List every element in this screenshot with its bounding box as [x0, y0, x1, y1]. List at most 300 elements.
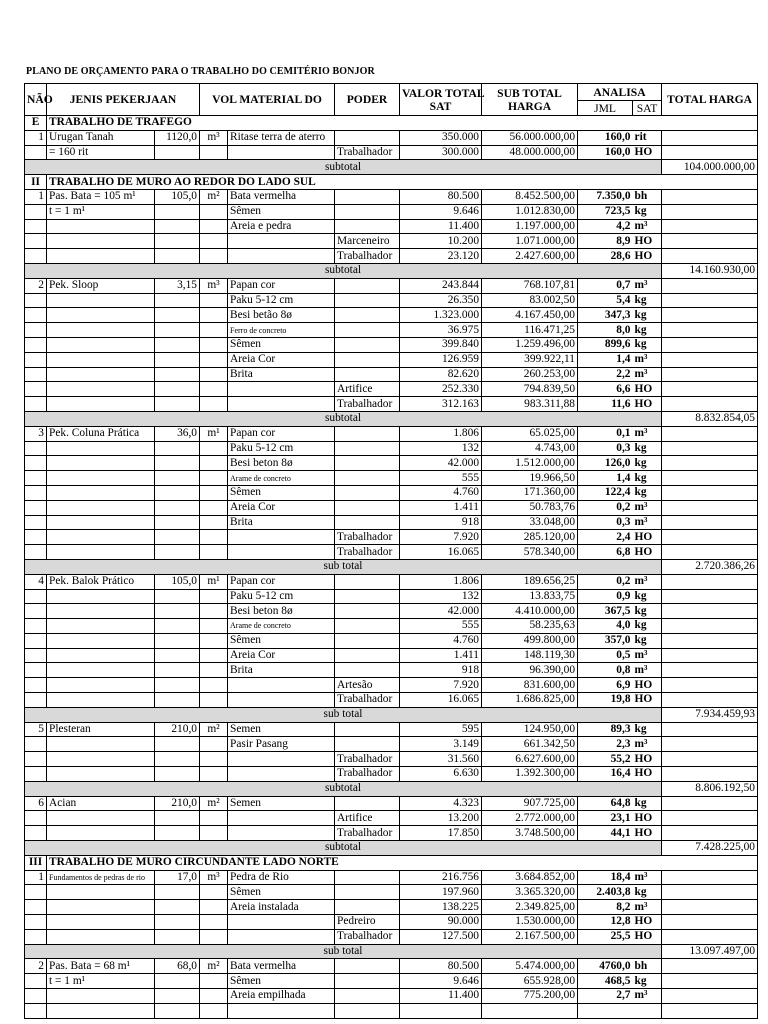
- item-analisa-sat: kg: [633, 722, 662, 737]
- item-description: [47, 515, 155, 530]
- item-volume: [155, 471, 200, 486]
- item-sub-total: 1.071.000,00: [482, 234, 578, 249]
- item-unit: [200, 234, 228, 249]
- item-unit: m²: [200, 189, 228, 204]
- item-total-harga: [662, 323, 758, 338]
- item-description: [47, 382, 155, 397]
- item-description: [47, 648, 155, 663]
- subtotal-label: subtotal: [25, 160, 662, 175]
- item-valor-sat: 36.975: [400, 323, 482, 338]
- table-row: [25, 870, 758, 885]
- item-unit: [200, 974, 228, 989]
- item-unit: m³: [200, 870, 228, 885]
- item-description: [47, 915, 155, 930]
- item-poder: [335, 130, 400, 145]
- subtotal-label: subtotal: [25, 841, 662, 856]
- item-valor-sat: 23.120: [400, 249, 482, 264]
- item-volume: [155, 767, 200, 782]
- item-analisa-jml: 4,2: [578, 219, 633, 234]
- item-valor-sat: 132: [400, 441, 482, 456]
- item-number: [25, 663, 47, 678]
- item-sub-total: 13.833,75: [482, 589, 578, 604]
- item-poder: [335, 574, 400, 589]
- item-volume: [155, 648, 200, 663]
- item-analisa-sat: kg: [633, 337, 662, 352]
- item-number: 5: [25, 722, 47, 737]
- item-description: [47, 885, 155, 900]
- item-volume: [155, 485, 200, 500]
- item-description: [47, 441, 155, 456]
- item-description: Pek. Balok Prático: [47, 574, 155, 589]
- item-analisa-sat: m³: [633, 278, 662, 293]
- item-number: [25, 293, 47, 308]
- item-material: Paku 5-12 cm: [228, 589, 335, 604]
- item-valor-sat: 252.330: [400, 382, 482, 397]
- item-description: [47, 929, 155, 944]
- item-total-harga: [662, 737, 758, 752]
- item-sub-total: 83.002,50: [482, 293, 578, 308]
- item-unit: [200, 293, 228, 308]
- item-volume: [155, 500, 200, 515]
- item-valor-sat: 6.630: [400, 767, 482, 782]
- item-analisa-sat: HO: [633, 530, 662, 545]
- item-valor-sat: 555: [400, 471, 482, 486]
- item-description: [47, 826, 155, 841]
- item-poder: [335, 633, 400, 648]
- item-analisa-sat: HO: [633, 678, 662, 693]
- item-sub-total: 4.743,00: [482, 441, 578, 456]
- item-unit: [200, 545, 228, 560]
- subtotal-label: subtotal: [25, 263, 662, 278]
- subtotal-row: [25, 411, 758, 426]
- item-volume: [155, 974, 200, 989]
- item-poder: [335, 604, 400, 619]
- item-total-harga: [662, 767, 758, 782]
- item-material: Sêmen: [228, 885, 335, 900]
- item-valor-sat: 197.960: [400, 885, 482, 900]
- item-material: [228, 693, 335, 708]
- item-number: [25, 648, 47, 663]
- item-number: [25, 929, 47, 944]
- item-description: [47, 500, 155, 515]
- table-row: [25, 278, 758, 293]
- item-analisa-jml: 12,8: [578, 915, 633, 930]
- table-row: [25, 249, 758, 264]
- item-poder: [335, 1003, 400, 1018]
- item-analisa-jml: 1,4: [578, 352, 633, 367]
- item-valor-sat: 42.000: [400, 604, 482, 619]
- item-total-harga: [662, 278, 758, 293]
- item-number: 4: [25, 574, 47, 589]
- item-material: Besi beton 8ø: [228, 604, 335, 619]
- item-description: = 160 rit: [47, 145, 155, 160]
- item-valor-sat: 595: [400, 722, 482, 737]
- item-unit: m¹: [200, 426, 228, 441]
- item-sub-total: 768.107,81: [482, 278, 578, 293]
- item-number: [25, 382, 47, 397]
- item-analisa-sat: HO: [633, 693, 662, 708]
- subtotal-total-harga: 104.000.000,00: [662, 160, 758, 175]
- header-analisa: ANALISA: [578, 84, 662, 101]
- item-volume: [155, 989, 200, 1004]
- table-row: [25, 530, 758, 545]
- item-valor-sat: 1.411: [400, 500, 482, 515]
- item-analisa-jml: 0,2: [578, 574, 633, 589]
- item-analisa-jml: 55,2: [578, 752, 633, 767]
- item-unit: [200, 989, 228, 1004]
- item-description: [47, 323, 155, 338]
- item-analisa-jml: 2,3: [578, 737, 633, 752]
- item-number: [25, 367, 47, 382]
- item-poder: [335, 974, 400, 989]
- item-sub-total: 3.684.852,00: [482, 870, 578, 885]
- item-total-harga: [662, 456, 758, 471]
- item-poder: Artifice: [335, 382, 400, 397]
- item-analisa-sat: kg: [633, 885, 662, 900]
- item-analisa-jml: 6,8: [578, 545, 633, 560]
- item-poder: [335, 870, 400, 885]
- item-material: Brita: [228, 367, 335, 382]
- item-unit: [200, 767, 228, 782]
- item-unit: [200, 589, 228, 604]
- subtotal-total-harga: 13.097.497,00: [662, 944, 758, 959]
- item-material: Arame de concreto: [228, 471, 335, 486]
- item-volume: [155, 204, 200, 219]
- item-total-harga: [662, 722, 758, 737]
- item-material: [228, 752, 335, 767]
- item-description: [47, 485, 155, 500]
- item-volume: [155, 441, 200, 456]
- item-number: 2: [25, 278, 47, 293]
- table-row: [25, 929, 758, 944]
- item-analisa-sat: m³: [633, 515, 662, 530]
- table-row: [25, 293, 758, 308]
- item-total-harga: [662, 293, 758, 308]
- subtotal-label: subtotal: [25, 781, 662, 796]
- item-poder: [335, 500, 400, 515]
- item-analisa-jml: 8,0: [578, 323, 633, 338]
- item-total-harga: [662, 249, 758, 264]
- item-sub-total: 1.012.830,00: [482, 204, 578, 219]
- item-volume: [155, 293, 200, 308]
- item-analisa-sat: bh: [633, 959, 662, 974]
- item-analisa-sat: m³: [633, 737, 662, 752]
- item-analisa-jml: 28,6: [578, 249, 633, 264]
- item-valor-sat: 11.400: [400, 989, 482, 1004]
- item-analisa-jml: 2.403,8: [578, 885, 633, 900]
- table-row: [25, 663, 758, 678]
- item-total-harga: [662, 885, 758, 900]
- item-analisa-sat: HO: [633, 811, 662, 826]
- item-unit: [200, 885, 228, 900]
- item-sub-total: 148.119,30: [482, 648, 578, 663]
- item-unit: [200, 500, 228, 515]
- item-volume: [155, 811, 200, 826]
- item-total-harga: [662, 648, 758, 663]
- subtotal-row: [25, 263, 758, 278]
- header-poder: PODER: [335, 84, 400, 116]
- item-description: [47, 456, 155, 471]
- item-number: [25, 826, 47, 841]
- item-sub-total: 260.253,00: [482, 367, 578, 382]
- table-row: [25, 456, 758, 471]
- item-description: [47, 663, 155, 678]
- item-analisa-jml: 0,2: [578, 500, 633, 515]
- item-analisa-sat: kg: [633, 589, 662, 604]
- item-sub-total: 58.235,63: [482, 619, 578, 634]
- table-row: [25, 352, 758, 367]
- item-unit: m²: [200, 796, 228, 811]
- table-row: [25, 323, 758, 338]
- table-row: [25, 826, 758, 841]
- table-row: [25, 619, 758, 634]
- item-total-harga: [662, 633, 758, 648]
- item-sub-total: 2.167.500,00: [482, 929, 578, 944]
- item-analisa-sat: HO: [633, 234, 662, 249]
- item-analisa-sat: kg: [633, 471, 662, 486]
- item-analisa-jml: 44,1: [578, 826, 633, 841]
- table-row: [25, 234, 758, 249]
- item-analisa-sat: HO: [633, 145, 662, 160]
- subtotal-total-harga: 8.832.854,05: [662, 411, 758, 426]
- item-description: Plesteran: [47, 722, 155, 737]
- item-material: Papan cor: [228, 574, 335, 589]
- item-total-harga: [662, 929, 758, 944]
- item-number: [25, 633, 47, 648]
- item-material: Areia e pedra: [228, 219, 335, 234]
- item-material: Bata vermelha: [228, 959, 335, 974]
- item-valor-sat: 132: [400, 589, 482, 604]
- table-header: [25, 84, 758, 116]
- item-analisa-jml: 357,0: [578, 633, 633, 648]
- item-sub-total: 1.197.000,00: [482, 219, 578, 234]
- item-poder: [335, 619, 400, 634]
- item-total-harga: [662, 352, 758, 367]
- item-material: Pedra de Rio: [228, 870, 335, 885]
- item-description: [47, 737, 155, 752]
- item-poder: [335, 441, 400, 456]
- item-volume: [155, 515, 200, 530]
- table-row: [25, 441, 758, 456]
- item-number: [25, 471, 47, 486]
- item-sub-total: 831.600,00: [482, 678, 578, 693]
- item-number: [25, 1003, 47, 1018]
- item-total-harga: [662, 693, 758, 708]
- item-volume: [155, 619, 200, 634]
- item-number: [25, 900, 47, 915]
- item-description: Pas. Bata = 68 m¹: [47, 959, 155, 974]
- page-title: PLANO DE ORÇAMENTO PARA O TRABALHO DO CEMITÉRIO BONJOR: [26, 66, 375, 77]
- item-number: [25, 485, 47, 500]
- item-analisa-sat: HO: [633, 915, 662, 930]
- subtotal-row: [25, 707, 758, 722]
- item-total-harga: [662, 752, 758, 767]
- item-total-harga: [662, 974, 758, 989]
- item-valor-sat: 80.500: [400, 189, 482, 204]
- item-description: [47, 900, 155, 915]
- item-sub-total: 6.627.600,00: [482, 752, 578, 767]
- item-poder: Trabalhador: [335, 545, 400, 560]
- item-description: [47, 633, 155, 648]
- item-poder: Trabalhador: [335, 145, 400, 160]
- item-number: [25, 441, 47, 456]
- item-material: [228, 145, 335, 160]
- item-volume: [155, 145, 200, 160]
- item-unit: m²: [200, 959, 228, 974]
- item-number: [25, 234, 47, 249]
- table-row: [25, 1003, 758, 1018]
- item-analisa-sat: kg: [633, 796, 662, 811]
- item-unit: [200, 352, 228, 367]
- item-analisa-sat: HO: [633, 929, 662, 944]
- item-unit: [200, 249, 228, 264]
- item-sub-total: 1.259.496,00: [482, 337, 578, 352]
- item-unit: [200, 693, 228, 708]
- item-poder: Trabalhador: [335, 530, 400, 545]
- item-description: [47, 234, 155, 249]
- item-description: Pas. Bata = 105 m¹: [47, 189, 155, 204]
- item-number: [25, 693, 47, 708]
- item-total-harga: [662, 604, 758, 619]
- subtotal-label: sub total: [25, 944, 662, 959]
- item-analisa-sat: rit: [633, 130, 662, 145]
- item-unit: [200, 145, 228, 160]
- item-poder: Trabalhador: [335, 397, 400, 412]
- item-analisa-sat: m³: [633, 574, 662, 589]
- item-analisa-sat: m³: [633, 870, 662, 885]
- budget-table: [24, 83, 758, 1019]
- item-unit: [200, 367, 228, 382]
- table-row: [25, 915, 758, 930]
- item-sub-total: 65.025,00: [482, 426, 578, 441]
- item-total-harga: [662, 989, 758, 1004]
- item-sub-total: 171.360,00: [482, 485, 578, 500]
- item-sub-total: 56.000.000,00: [482, 130, 578, 145]
- item-total-harga: [662, 367, 758, 382]
- header-sub-line1: SUB TOTAL: [497, 86, 562, 100]
- item-number: [25, 337, 47, 352]
- item-poder: [335, 900, 400, 915]
- item-volume: 105,0: [155, 189, 200, 204]
- item-unit: [200, 811, 228, 826]
- item-unit: [200, 929, 228, 944]
- item-analisa-jml: 0,3: [578, 515, 633, 530]
- item-total-harga: [662, 145, 758, 160]
- item-number: [25, 619, 47, 634]
- item-total-harga: [662, 870, 758, 885]
- item-number: [25, 308, 47, 323]
- subtotal-label: sub total: [25, 559, 662, 574]
- item-unit: [200, 308, 228, 323]
- table-row: [25, 811, 758, 826]
- section-header-row: [25, 175, 758, 190]
- item-analisa-sat: kg: [633, 323, 662, 338]
- item-description: [47, 352, 155, 367]
- item-valor-sat: 4.760: [400, 633, 482, 648]
- item-material: Areia Cor: [228, 352, 335, 367]
- item-valor-sat: 126.959: [400, 352, 482, 367]
- item-description: [47, 604, 155, 619]
- item-valor-sat: 918: [400, 663, 482, 678]
- item-sub-total: 2.349.825,00: [482, 900, 578, 915]
- table-row: [25, 426, 758, 441]
- item-analisa-jml: 6,9: [578, 678, 633, 693]
- item-analisa-jml: 367,5: [578, 604, 633, 619]
- item-valor-sat: 26.350: [400, 293, 482, 308]
- subtotal-total-harga: 8.806.192,50: [662, 781, 758, 796]
- item-sub-total: 285.120,00: [482, 530, 578, 545]
- item-analisa-jml: 2,4: [578, 530, 633, 545]
- item-number: [25, 989, 47, 1004]
- item-material: Semen: [228, 722, 335, 737]
- item-material: Sêmen: [228, 337, 335, 352]
- table-row: [25, 574, 758, 589]
- item-description: [47, 249, 155, 264]
- item-poder: [335, 293, 400, 308]
- item-volume: [155, 589, 200, 604]
- section-title: TRABALHO DE MURO CIRCUNDANTE LADO NORTE: [47, 855, 758, 870]
- item-valor-sat: 3.149: [400, 737, 482, 752]
- item-analisa-sat: HO: [633, 382, 662, 397]
- item-poder: [335, 485, 400, 500]
- item-total-harga: [662, 811, 758, 826]
- item-valor-sat: [400, 1003, 482, 1018]
- item-volume: [155, 323, 200, 338]
- item-volume: [155, 633, 200, 648]
- item-analisa-jml: 122,4: [578, 485, 633, 500]
- item-valor-sat: 9.646: [400, 204, 482, 219]
- item-poder: [335, 204, 400, 219]
- header-total-harga: TOTAL HARGA: [662, 84, 758, 116]
- item-total-harga: [662, 471, 758, 486]
- item-total-harga: [662, 1003, 758, 1018]
- table-row: [25, 633, 758, 648]
- header-jml: JML: [578, 101, 633, 116]
- item-valor-sat: 90.000: [400, 915, 482, 930]
- item-unit: [200, 397, 228, 412]
- item-total-harga: [662, 397, 758, 412]
- item-analisa-sat: m³: [633, 648, 662, 663]
- item-total-harga: [662, 441, 758, 456]
- item-unit: [200, 471, 228, 486]
- item-sub-total: 1.686.825,00: [482, 693, 578, 708]
- item-material: [228, 929, 335, 944]
- item-material: Sêmen: [228, 485, 335, 500]
- item-poder: [335, 308, 400, 323]
- item-volume: 3,15: [155, 278, 200, 293]
- item-sub-total: 499.800,00: [482, 633, 578, 648]
- item-analisa-jml: 6,6: [578, 382, 633, 397]
- item-unit: m³: [200, 278, 228, 293]
- item-number: [25, 515, 47, 530]
- item-total-harga: [662, 589, 758, 604]
- item-poder: [335, 352, 400, 367]
- item-material: Sêmen: [228, 204, 335, 219]
- item-number: [25, 397, 47, 412]
- item-volume: [155, 352, 200, 367]
- item-total-harga: [662, 500, 758, 515]
- item-sub-total: 661.342,50: [482, 737, 578, 752]
- table-row: [25, 471, 758, 486]
- item-number: [25, 678, 47, 693]
- item-material: Brita: [228, 663, 335, 678]
- section-title: TRABALHO DE MURO AO REDOR DO LADO SUL: [47, 175, 758, 190]
- item-material: [228, 530, 335, 545]
- item-number: [25, 249, 47, 264]
- item-description: [47, 293, 155, 308]
- item-sub-total: 5.474.000,00: [482, 959, 578, 974]
- item-analisa-sat: HO: [633, 397, 662, 412]
